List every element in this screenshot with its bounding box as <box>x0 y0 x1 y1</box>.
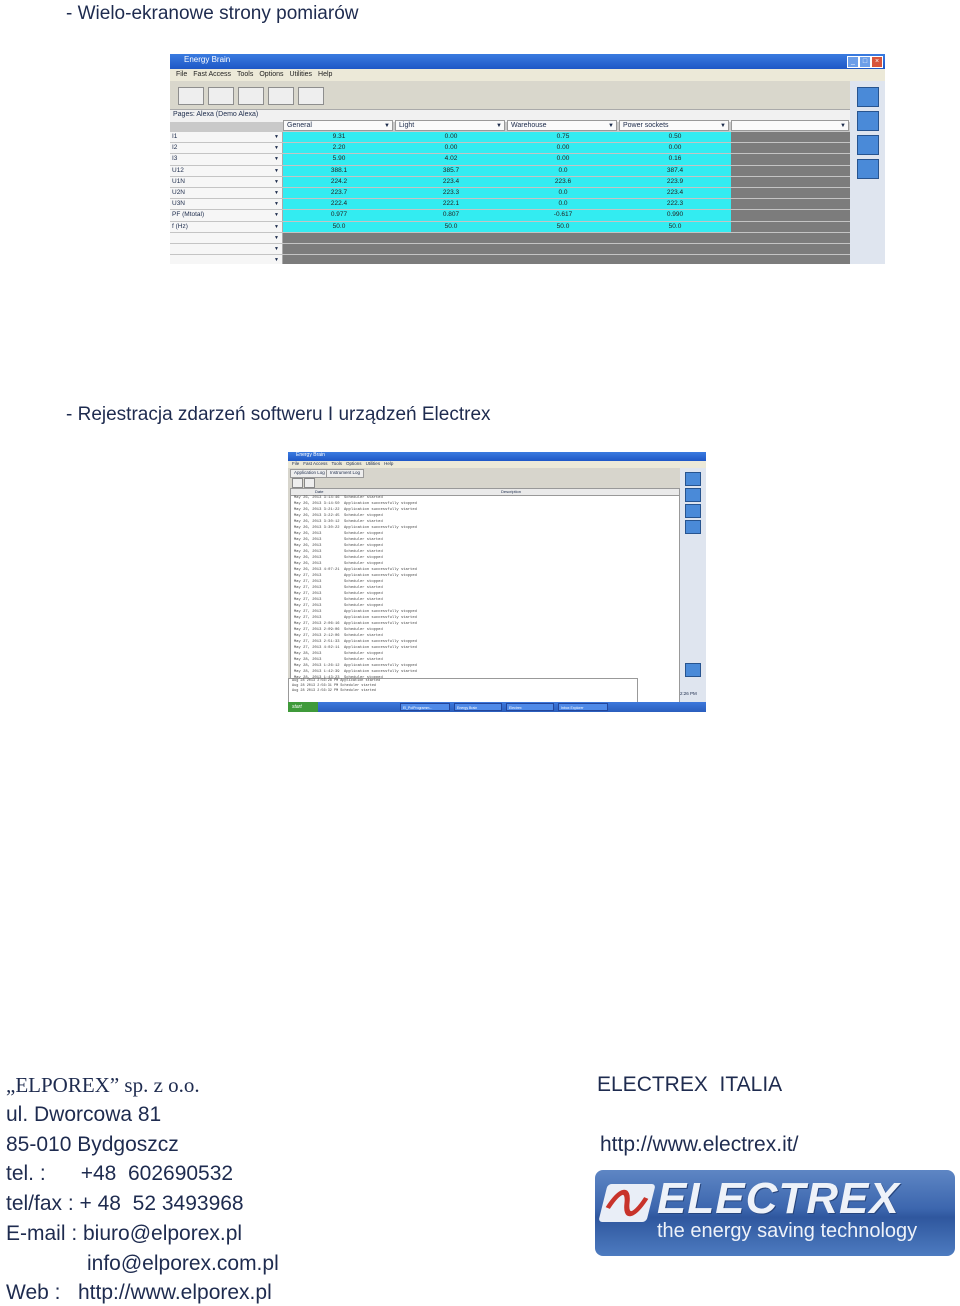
value-cell: 223.9 <box>619 177 732 187</box>
log-date: May 26, 2013 3:14:50 <box>294 502 340 506</box>
chart-icon[interactable] <box>685 472 701 486</box>
log-date: May 27, 2013 2:06:16 <box>294 622 340 626</box>
description-column-header[interactable]: Description <box>501 489 522 494</box>
log-description: Application successfully started <box>344 646 417 650</box>
taskbar <box>288 702 706 712</box>
value-cell: 0.16 <box>619 154 732 164</box>
log-tabs <box>288 468 678 476</box>
log-date: May 28, 2013 1:42:39 <box>294 670 340 674</box>
log-date: May 27, 2013 <box>294 586 322 590</box>
log-date: May 26, 2013 3:30:22 <box>294 526 340 530</box>
value-cell: 0.0 <box>507 199 620 209</box>
measurement-table <box>170 132 850 264</box>
value-cell: -0.617 <box>507 210 620 220</box>
log-description: Application successfully started <box>344 622 417 626</box>
log-description: Scheduler stopped <box>344 604 383 608</box>
column-selector[interactable]: Warehouse ▼ <box>507 120 617 131</box>
log-date: May 26, 2013 4:07:21 <box>294 568 340 572</box>
log-description: Scheduler stopped <box>344 544 383 548</box>
log-description: Application successfully started <box>344 508 417 512</box>
log-description: Scheduler started <box>344 538 383 542</box>
value-cell: 388.1 <box>283 166 396 176</box>
log-refresh-icon[interactable] <box>292 478 303 488</box>
log-date: May 26, 2013 <box>294 550 322 554</box>
log-date: May 26, 2013 <box>294 532 322 536</box>
log-description: Scheduler stopped <box>344 532 383 536</box>
close-icon[interactable]: × <box>871 56 883 68</box>
log-description: Application successfully stopped <box>344 574 417 578</box>
table-row <box>170 166 850 177</box>
log-date: May 26, 2013 3:30:12 <box>294 520 340 524</box>
menu-item[interactable]: Options <box>346 461 362 466</box>
value-cell: 223.6 <box>507 177 620 187</box>
menu-bar <box>170 69 885 81</box>
empty-cell <box>731 199 850 209</box>
logo-tagline: the energy saving technology <box>657 1220 918 1242</box>
table-row <box>170 132 850 143</box>
window-titlebar <box>288 452 706 461</box>
value-cell: 50.0 <box>283 222 396 232</box>
log-date: May 27, 2013 <box>294 574 322 578</box>
table-row <box>170 222 850 233</box>
log-date: May 27, 2013 <box>294 580 322 584</box>
log-date: May 28, 2013 <box>294 652 322 656</box>
status-log <box>288 678 638 704</box>
log-description: Application successfully started <box>344 670 417 674</box>
value-cell: 0.990 <box>619 210 732 220</box>
maximize-icon[interactable]: □ <box>859 56 871 68</box>
website[interactable]: Web : http://www.elporex.pl <box>6 1281 272 1304</box>
empty-cell <box>283 255 850 264</box>
log-description: Scheduler started <box>344 598 383 602</box>
log-description: Application successfully stopped <box>344 502 417 506</box>
log-date: May 27, 2013 2:09:06 <box>294 628 340 632</box>
log-description: Application successfully stopped <box>344 664 417 668</box>
log-date: May 27, 2013 2:51:33 <box>294 640 340 644</box>
column-headers <box>283 120 850 132</box>
value-cell: 0.807 <box>395 210 508 220</box>
email[interactable]: E-mail : biuro@elporex.pl <box>6 1222 243 1245</box>
partner-name: ELECTREX ITALIA <box>597 1073 783 1096</box>
log-description: Scheduler started <box>344 634 383 638</box>
table-row <box>170 210 850 221</box>
side-toolbar <box>850 81 885 264</box>
clock: 2:26 PM <box>680 691 697 696</box>
measurement-pages-screenshot <box>170 54 885 264</box>
column-selector-empty[interactable] <box>731 120 849 131</box>
row-label[interactable] <box>170 255 283 264</box>
menu-item[interactable]: Options <box>259 71 284 78</box>
value-cell: 222.1 <box>395 199 508 209</box>
menu-item[interactable]: Utilities <box>365 461 381 466</box>
value-cell: 50.0 <box>395 222 508 232</box>
toolbar-export-icon[interactable] <box>298 87 324 105</box>
menu-item[interactable]: Tools <box>331 461 343 466</box>
tab-application-log[interactable]: Application Log <box>290 469 329 478</box>
value-cell: 0.75 <box>507 132 620 142</box>
value-cell: 0.0 <box>507 166 620 176</box>
row-label[interactable]: U3N ▼ <box>170 199 283 209</box>
phone-fax: tel/fax : + 48 52 3493968 <box>6 1192 244 1215</box>
log-date: May 27, 2013 2:12:06 <box>294 634 340 638</box>
log-description: Scheduler started <box>344 586 383 590</box>
email-secondary[interactable]: info@elporex.com.pl <box>87 1252 279 1275</box>
date-column-header[interactable]: Date <box>315 489 324 494</box>
logo-wordmark: ELECTREX <box>657 1174 900 1223</box>
table-row-empty <box>170 244 850 255</box>
tab-instrument-log[interactable]: Instrument Log <box>326 469 364 478</box>
value-cell: 224.2 <box>283 177 396 187</box>
value-cell: 387.4 <box>619 166 732 176</box>
table-row <box>170 143 850 154</box>
menu-bar <box>288 461 706 468</box>
row-label[interactable]: PF (Mtotal) ▼ <box>170 210 283 220</box>
log-description: Scheduler stopped <box>344 592 383 596</box>
electrex-wave-icon <box>598 1184 655 1222</box>
log-description: Scheduler started <box>344 520 383 524</box>
log-date: May 27, 2013 <box>294 604 322 608</box>
empty-cell <box>731 143 850 153</box>
window-title: Energy Brain <box>184 55 231 64</box>
log-description: Scheduler started <box>344 496 383 500</box>
empty-cell <box>731 154 850 164</box>
row-label[interactable]: I1 ▼ <box>170 132 283 142</box>
log-date: May 26, 2013 3:22:45 <box>294 514 340 518</box>
column-selector[interactable]: Light ▼ <box>395 120 505 131</box>
log-toolbar <box>290 477 678 488</box>
log-clear-icon[interactable] <box>304 478 315 488</box>
empty-cell <box>731 188 850 198</box>
log-date: May 26, 2013 <box>294 562 322 566</box>
log-description: Scheduler stopped <box>344 514 383 518</box>
row-label[interactable]: f (Hz) ▼ <box>170 222 283 232</box>
arrow-icon[interactable] <box>685 663 701 677</box>
menu-item[interactable]: Utilities <box>289 71 313 78</box>
menu-item[interactable]: Tools <box>237 71 254 78</box>
side-toolbar <box>680 468 706 712</box>
log-description: Application successfully started <box>344 616 417 620</box>
log-description: Scheduler stopped <box>344 562 383 566</box>
toolbar-refresh-icon[interactable] <box>178 87 204 105</box>
log-date: May 27, 2013 <box>294 598 322 602</box>
list-icon[interactable] <box>685 488 701 502</box>
toolbar-save-icon[interactable] <box>208 87 234 105</box>
log-date: May 26, 2013 <box>294 556 322 560</box>
value-cell: 0.00 <box>395 132 508 142</box>
value-cell: 0.00 <box>619 143 732 153</box>
log-description: Scheduler stopped <box>344 556 383 560</box>
status-log-line: Aug 28 2013 2:56:32 PM Scheduler started <box>292 689 377 693</box>
value-cell: 50.0 <box>619 222 732 232</box>
list-icon[interactable] <box>857 111 879 131</box>
log-date: May 27, 2013 <box>294 616 322 620</box>
empty-cell <box>731 132 850 142</box>
toolbar <box>170 81 850 110</box>
menu-item[interactable]: File <box>292 461 300 466</box>
disk-icon[interactable] <box>685 504 701 518</box>
menu-item[interactable]: Fast Access <box>193 71 232 78</box>
document-icon[interactable] <box>685 520 701 534</box>
log-description: Application successfully stopped <box>344 526 417 530</box>
document-icon[interactable] <box>857 159 879 179</box>
log-date: May 26, 2013 3:21:22 <box>294 508 340 512</box>
row-label[interactable]: I2 ▼ <box>170 143 283 153</box>
taskbar-item[interactable]: Energy Brain <box>454 703 502 711</box>
page-label: Pages: Alexa (Demo Alexa) <box>173 111 259 118</box>
row-label[interactable]: I3 ▼ <box>170 154 283 164</box>
log-grid-header <box>291 489 679 496</box>
value-cell: 2.20 <box>283 143 396 153</box>
value-cell: 385.7 <box>395 166 508 176</box>
value-cell: 50.0 <box>507 222 620 232</box>
disk-icon[interactable] <box>857 135 879 155</box>
value-cell: 9.31 <box>283 132 396 142</box>
empty-cell <box>731 166 850 176</box>
row-label[interactable]: U1N ▼ <box>170 177 283 187</box>
table-row <box>170 199 850 210</box>
phone: tel. : +48 602690532 <box>6 1162 234 1185</box>
value-cell: 223.4 <box>395 177 508 187</box>
toolbar-page-icon[interactable] <box>238 87 264 105</box>
value-cell: 0.00 <box>507 143 620 153</box>
address-street: ul. Dworcowa 81 <box>6 1103 162 1126</box>
empty-cell <box>283 233 850 243</box>
partner-website[interactable]: http://www.electrex.it/ <box>600 1133 799 1156</box>
menu-item[interactable]: Help <box>384 461 394 466</box>
empty-cell <box>731 177 850 187</box>
table-row-empty <box>170 255 850 264</box>
log-description: Application successfully stopped <box>344 640 417 644</box>
log-description: Application successfully stopped <box>344 610 417 614</box>
log-description: Application successfully started <box>344 568 417 572</box>
table-row <box>170 154 850 165</box>
company-name: „ELPOREX” sp. z o.o. <box>6 1073 200 1097</box>
value-cell: 223.4 <box>619 188 732 198</box>
taskbar-item[interactable]: Inbox Explorer <box>558 703 608 711</box>
table-row-empty <box>170 233 850 244</box>
value-cell: 223.3 <box>395 188 508 198</box>
log-date: May 27, 2013 4:02:11 <box>294 646 340 650</box>
log-description: Scheduler stopped <box>344 580 383 584</box>
value-cell: 5.90 <box>283 154 396 164</box>
value-cell: 223.7 <box>283 188 396 198</box>
address-city: 85-010 Bydgoszcz <box>6 1133 179 1156</box>
log-date: May 28, 2013 <box>294 658 322 662</box>
status-log-line: Aug 28 2013 2:56:31 PM Scheduler started <box>292 684 377 688</box>
value-cell: 222.3 <box>619 199 732 209</box>
empty-cell <box>731 210 850 220</box>
menu-item[interactable]: File <box>176 71 188 78</box>
value-cell: 0.977 <box>283 210 396 220</box>
menu-item[interactable]: Help <box>318 71 333 78</box>
log-description: Scheduler stopped <box>344 628 383 632</box>
row-label[interactable] <box>170 244 283 254</box>
toolbar-print-icon[interactable] <box>268 87 294 105</box>
value-cell: 222.4 <box>283 199 396 209</box>
value-cell: 0.0 <box>507 188 620 198</box>
row-label[interactable] <box>170 233 283 243</box>
log-description: Scheduler started <box>344 550 383 554</box>
log-date: May 26, 2013 3:14:46 <box>294 496 340 500</box>
chart-icon[interactable] <box>857 87 879 107</box>
section-heading-event-log: - Rejestracja zdarzeń softweru I urządzeń Electrex <box>66 404 491 425</box>
empty-cell <box>283 244 850 254</box>
event-log-screenshot <box>288 452 706 712</box>
value-cell: 0.00 <box>395 143 508 153</box>
electrex-logo <box>595 1170 955 1256</box>
menu-item[interactable]: Fast Access <box>303 461 328 466</box>
log-description: Scheduler started <box>344 658 383 662</box>
value-cell: 0.50 <box>619 132 732 142</box>
row-label[interactable]: U2N ▼ <box>170 188 283 198</box>
log-date: May 26, 2013 <box>294 538 322 542</box>
table-row <box>170 177 850 188</box>
log-date: May 26, 2013 <box>294 544 322 548</box>
log-description: Scheduler stopped <box>344 652 383 656</box>
log-date: May 28, 2013 1:26:12 <box>294 664 340 668</box>
value-cell: 0.00 <box>507 154 620 164</box>
log-date: May 27, 2013 <box>294 610 322 614</box>
section-heading-measurement-pages: - Wielo-ekranowe strony pomiarów <box>66 3 359 24</box>
table-row <box>170 188 850 199</box>
column-selector[interactable]: Power sockets ▼ <box>619 120 729 131</box>
taskbar-item[interactable]: Electrex <box>506 703 554 711</box>
status-log-line: Aug 28 2013 2:56:28 PM Application started <box>292 679 381 683</box>
value-cell: 4.02 <box>395 154 508 164</box>
row-label[interactable]: U12 ▼ <box>170 166 283 176</box>
window-titlebar <box>170 54 885 69</box>
log-date: May 27, 2013 <box>294 592 322 596</box>
column-selector[interactable]: General ▼ <box>283 120 393 131</box>
empty-cell <box>731 222 850 232</box>
taskbar-item[interactable]: El_PolProgramm... <box>400 703 450 711</box>
minimize-icon[interactable]: _ <box>847 56 859 68</box>
window-title: Energy Brain <box>296 452 325 458</box>
start-button[interactable]: start <box>288 702 318 712</box>
